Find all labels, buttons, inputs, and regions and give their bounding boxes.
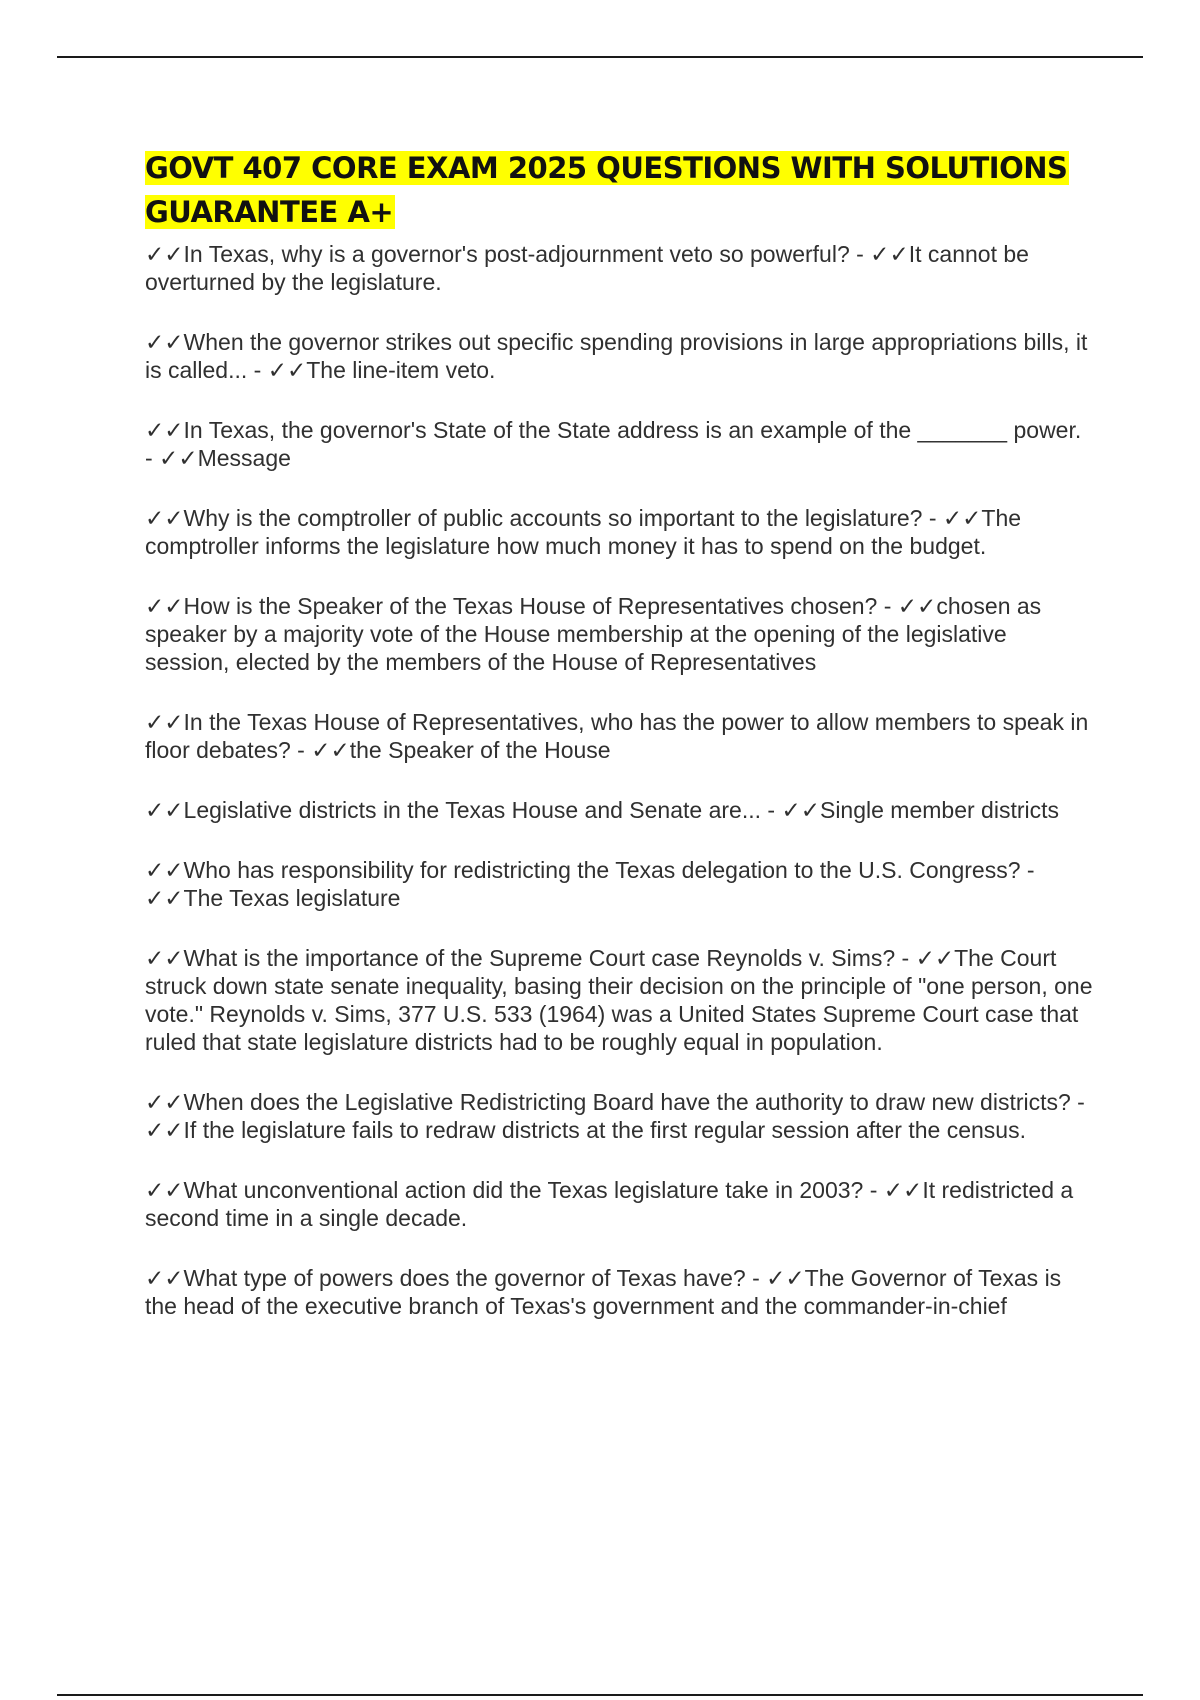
qa-item: ✓✓What unconventional action did the Texas legislature take in 2003? - ✓✓It redistricted a second time in a single decade.: [145, 1177, 1074, 1231]
bottom-divider: [57, 1694, 1143, 1696]
qa-item: ✓✓Legislative districts in the Texas House and Senate are... - ✓✓Single member districts: [145, 797, 1060, 823]
qa-item: ✓✓Why is the comptroller of public accounts so important to the legislature? - ✓✓The comptroller informs the legislature how much money it has to spend on the budget.: [145, 505, 1022, 559]
qa-list: [145, 240, 1095, 1320]
qa-item: ✓✓What type of powers does the governor of Texas have? - ✓✓The Governor of Texas is the head of the executive branch of Texas's government and the commander-in-chief: [145, 1265, 1062, 1319]
top-divider: [57, 56, 1143, 58]
qa-item: ✓✓In Texas, why is a governor's post-adjournment veto so powerful? - ✓✓It cannot be overturned by the legislature.: [145, 241, 1029, 295]
title-highlight: GOVT 407 CORE EXAM 2025 QUESTIONS WITH SOLUTIONS GUARANTEE A+: [145, 151, 1068, 229]
qa-item: ✓✓In Texas, the governor's State of the State address is an example of the _______ power. - ✓✓Message: [145, 417, 1082, 471]
qa-item: ✓✓What is the importance of the Supreme Court case Reynolds v. Sims? - ✓✓The Court struck down state senate inequality, basing their decision on the principle of "one person, one vote." Reynolds v. Sims, 377 U.S. 533 (1964) was a United States Supreme Court case that ruled that state legislature districts had to be roughly equal in population.: [145, 945, 1093, 1055]
document-title: [145, 146, 1095, 234]
qa-item: ✓✓How is the Speaker of the Texas House of Representatives chosen? - ✓✓chosen as speaker by a majority vote of the House membership at the opening of the legislative session, elected by the members of the House of Representatives: [145, 593, 1042, 675]
qa-item: ✓✓In the Texas House of Representatives, who has the power to allow members to speak in floor debates? - ✓✓the Speaker of the House: [145, 709, 1089, 763]
document-body: [145, 146, 1095, 1352]
qa-item: ✓✓When the governor strikes out specific spending provisions in large appropriations bills, it is called... - ✓✓The line-item veto.: [145, 329, 1088, 383]
qa-item: ✓✓When does the Legislative Redistricting Board have the authority to draw new districts? - ✓✓If the legislature fails to redraw districts at the first regular session after the census.: [145, 1089, 1085, 1143]
qa-item: ✓✓Who has responsibility for redistricting the Texas delegation to the U.S. Congress? - ✓✓The Texas legislature: [145, 857, 1035, 911]
